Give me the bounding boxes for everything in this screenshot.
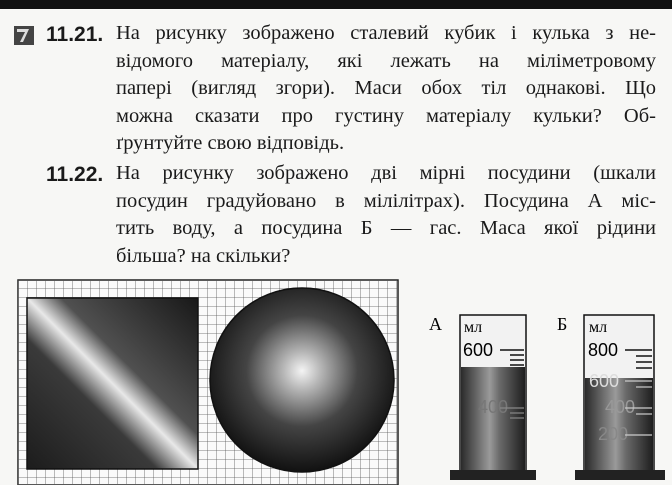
problem-number: 11.22. — [46, 163, 104, 186]
scale-label: 400 — [478, 397, 509, 417]
vessel-label: А — [429, 314, 442, 334]
text-line: більша? на скільки? — [116, 244, 291, 267]
text-line: папері (вигляд згори). Маси обох тіл однакові. Що — [116, 77, 656, 99]
text-line: посудин градуйовано в мілілітрах). Посудина А міс- — [116, 189, 656, 212]
scale-label: 800 — [588, 340, 619, 360]
text-line: На рисунку зображено дві мірні посудини (шкали — [116, 162, 656, 184]
difficulty-marker-icon — [14, 26, 34, 45]
vessel-a — [429, 314, 536, 480]
scale-label: 200 — [598, 424, 629, 444]
figure — [0, 270, 672, 485]
unit-label: мл — [589, 319, 608, 336]
unit-label: мл — [464, 319, 483, 336]
problem-number: 11.21. — [46, 23, 104, 46]
vessel-b — [557, 314, 665, 480]
vessel-label: Б — [557, 314, 568, 334]
water-column — [461, 367, 525, 474]
unknown-ball — [210, 288, 394, 472]
text-line: тить воду, а посудина Б — гас. Маса якої рідини — [116, 217, 656, 239]
top-border — [0, 0, 672, 9]
scale-label: 400 — [605, 397, 636, 417]
steel-cube — [27, 298, 198, 469]
text-line: На рисунку зображено сталевий кубик і кулька з не- — [116, 22, 656, 44]
text-line: ґрунтуйте свою відповідь. — [116, 132, 345, 154]
problem-text — [116, 160, 656, 270]
vessel-base — [450, 470, 536, 480]
text-line: відомого матеріалу, які лежать на міліметровому — [116, 49, 656, 72]
text-line: можна сказати про густину матеріалу кульки? Об- — [116, 104, 656, 127]
scale-label: 600 — [463, 340, 494, 360]
vessel-base — [575, 470, 665, 480]
scale-label: 600 — [589, 371, 620, 391]
problem-text — [116, 20, 656, 158]
